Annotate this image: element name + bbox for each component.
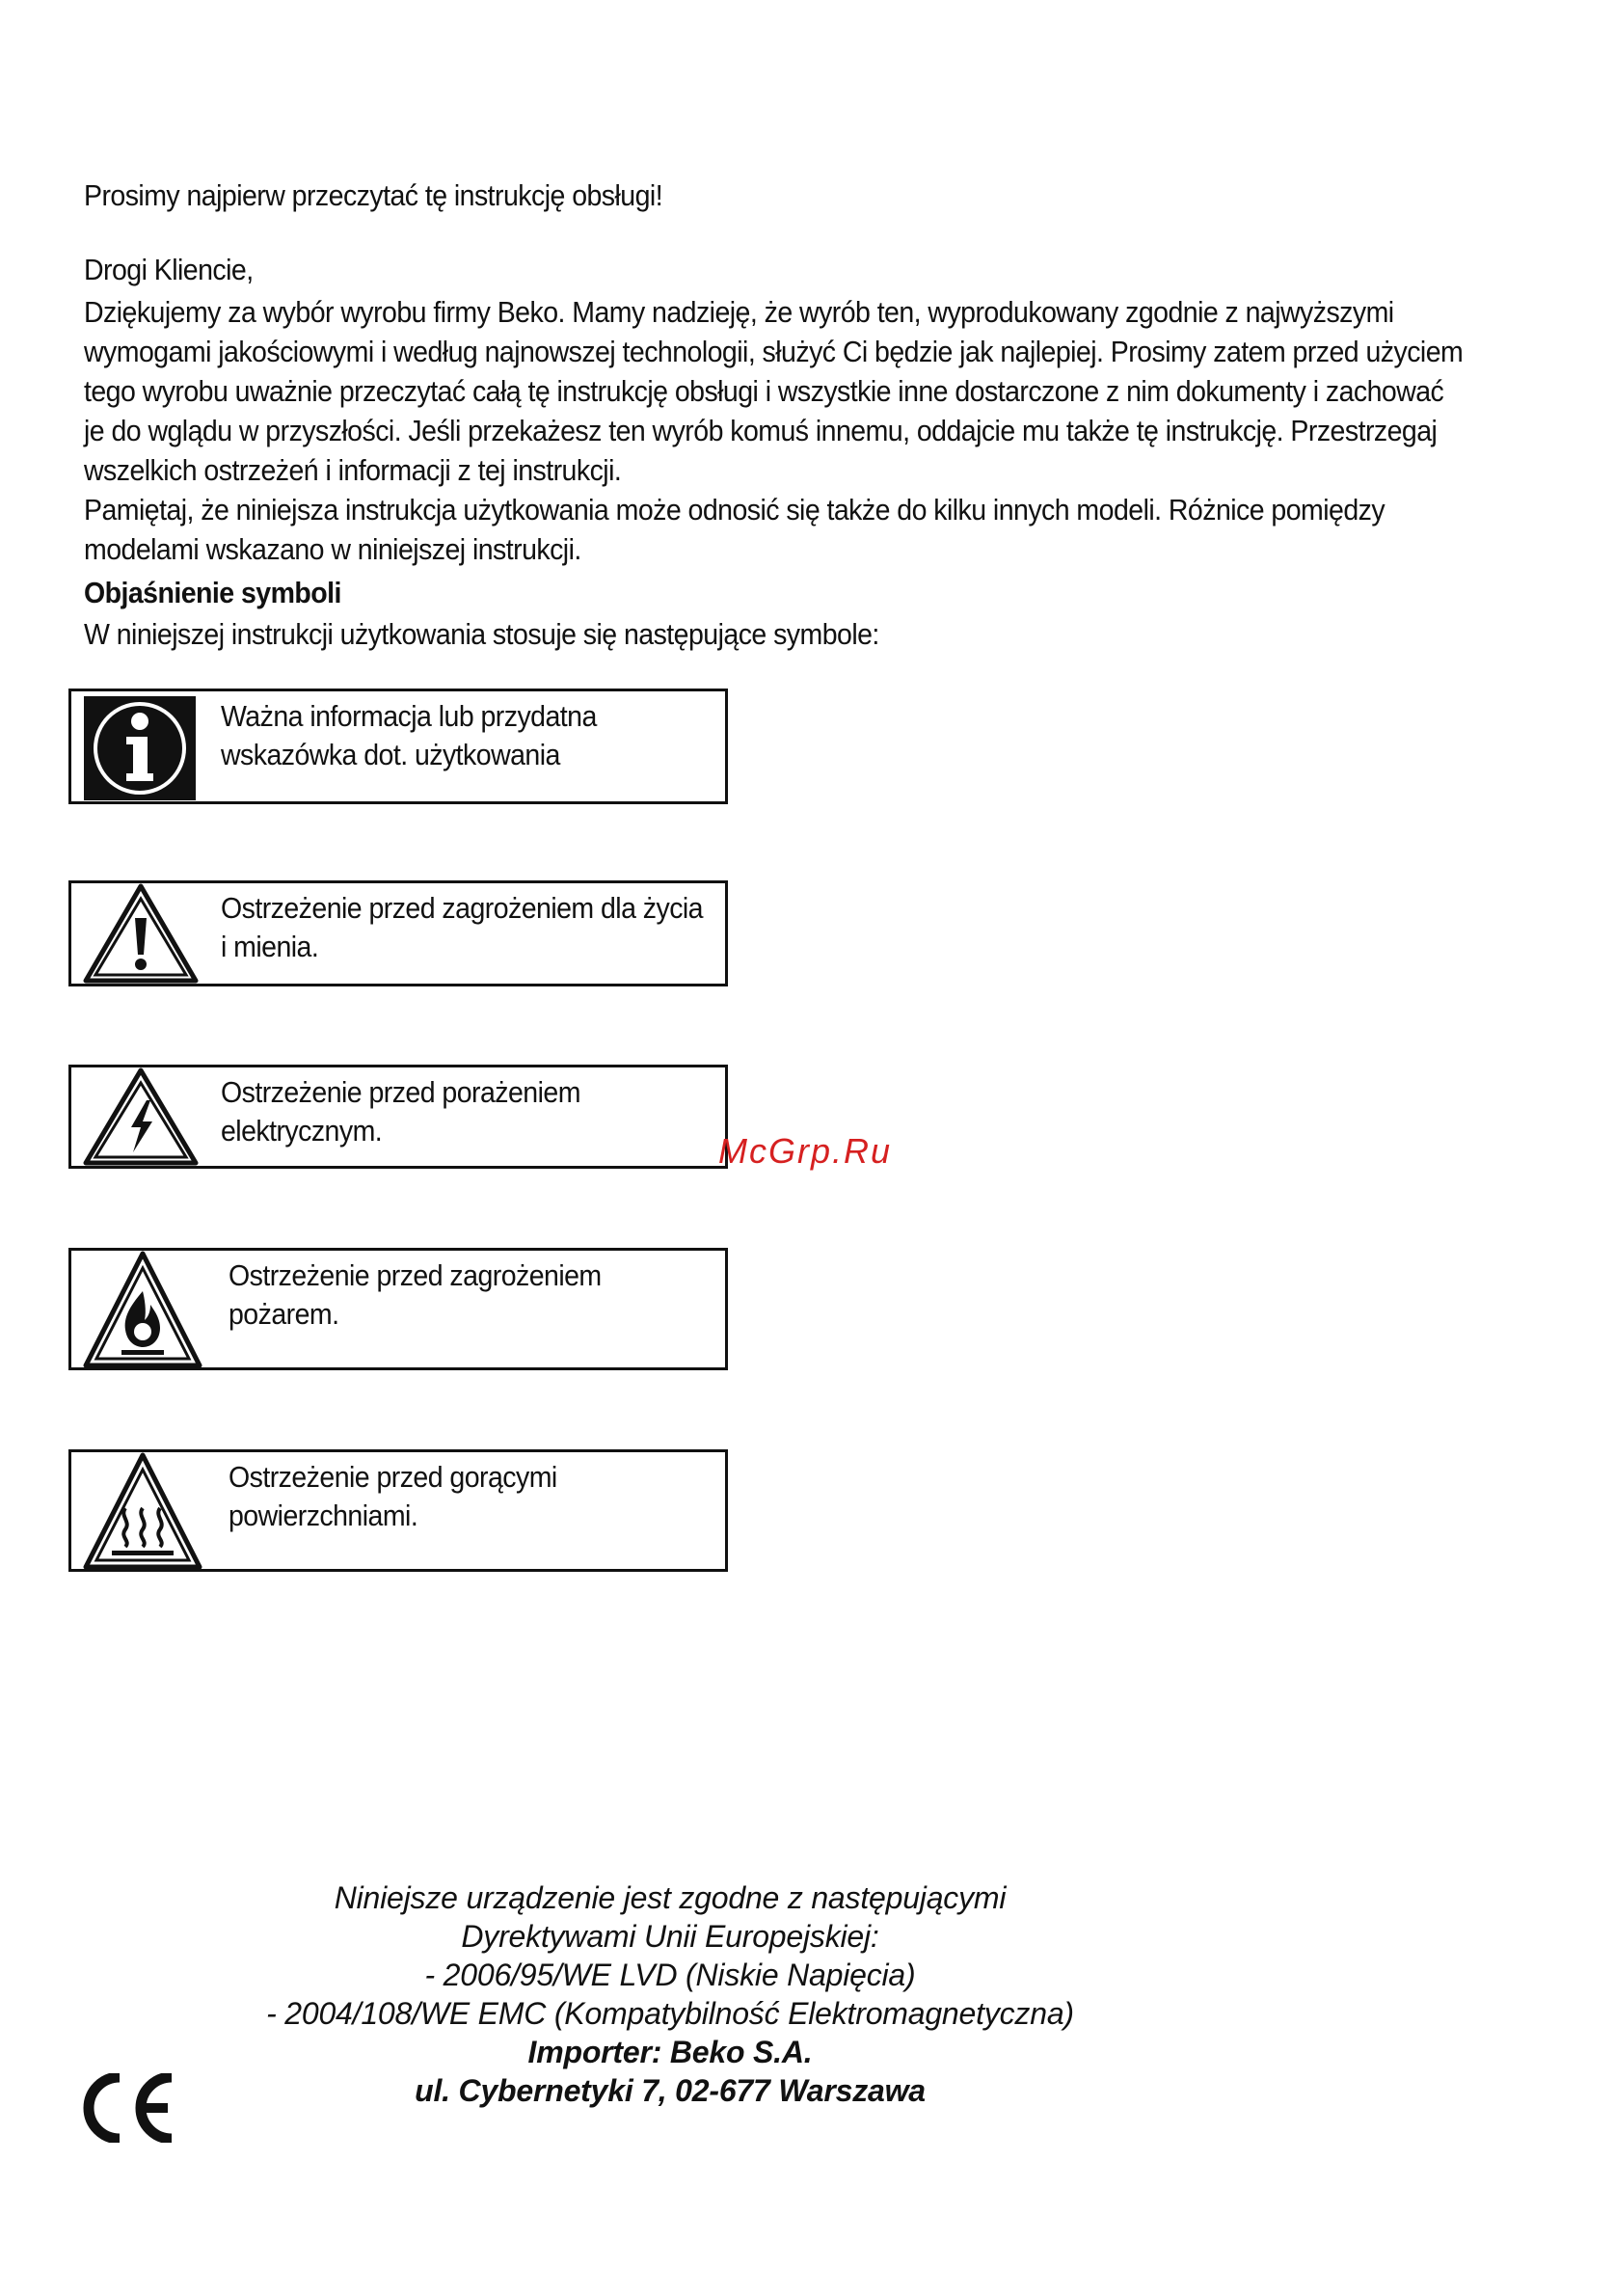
symbol-box-warning [68,880,728,986]
symbol-line: Ważna informacja lub przydatna [221,699,597,733]
models-line: modelami wskazano w niniejszej instrukcji. [84,532,581,566]
greeting: Drogi Kliencie, [84,253,254,286]
intro-line: tego wyrobu uważnie przeczytać całą tę instrukcję obsługi i wszystkie inne dostarczone z nim dokumenty i zachować [84,374,1444,408]
symbol-line: Ostrzeżenie przed gorącymi [229,1460,557,1494]
symbol-line: Ostrzeżenie przed zagrożeniem [229,1258,602,1292]
symbol-text [221,1073,770,1150]
symbol-box-info [68,689,728,804]
electric-shock-icon [83,1067,199,1171]
hot-surface-icon [83,1452,202,1575]
symbol-line: elektrycznym. [221,1114,383,1148]
compliance-footer [116,1878,1224,2110]
ce-mark-icon [81,2073,177,2147]
symbol-text [229,1256,778,1334]
warning-icon [83,883,199,988]
footer-line: Dyrektywami Unii Europejskiej: [461,1919,879,1954]
importer: Importer: Beko S.A. [527,2035,813,2069]
symbol-text [229,1458,778,1535]
symbol-line: i mienia. [221,930,319,963]
models-paragraph [84,490,1592,569]
fire-icon [83,1251,202,1373]
symbol-box-fire [68,1248,728,1370]
symbol-text [221,697,770,774]
footer-line: - 2004/108/WE EMC (Kompatybilność Elektromagnetyczna) [266,1996,1074,2031]
intro-paragraph [84,292,1592,490]
symbol-line: powierzchniami. [229,1499,418,1532]
symbol-line: wskazówka dot. użytkowania [221,738,560,771]
intro-line: je do wglądu w przyszłości. Jeśli przekażesz ten wyrób komuś innemu, oddajcie mu także tę instrukcję. Przestrzegaj [84,414,1438,447]
models-line: Pamiętaj, że niniejsza instrukcja użytkowania może odnosić się także do kilku innych modeli. Różnice pomiędzy [84,493,1385,527]
symbol-line: Ostrzeżenie przed porażeniem [221,1075,580,1109]
symbols-intro: W niniejszej instrukcji użytkowania stosuje się następujące symbole: [84,617,879,651]
intro-line: wszelkich ostrzeżeń i informacji z tej instrukcji. [84,453,622,487]
symbol-line: Ostrzeżenie przed zagrożeniem dla życia [221,891,704,925]
footer-line: Niniejsze urządzenie jest zgodne z następującymi [334,1880,1007,1915]
intro-line: Dziękujemy za wybór wyrobu firmy Beko. Mamy nadzieję, że wyrób ten, wyprodukowany zgodnie z najwyższymi [84,295,1394,329]
page-title: Prosimy najpierw przeczytać tę instrukcję obsługi! [84,178,663,212]
watermark: McGrp.Ru [718,1131,893,1171]
importer-address: ul. Cybernetyki 7, 02-677 Warszawa [415,2073,926,2108]
symbols-heading: Objaśnienie symboli [84,576,341,609]
symbol-box-electric [68,1065,728,1169]
footer-line: - 2006/95/WE LVD (Niskie Napięcia) [424,1958,916,1992]
symbol-text [221,889,770,966]
symbol-box-hot-surface [68,1449,728,1572]
symbol-line: pożarem. [229,1297,339,1331]
intro-line: wymogami jakościowymi i według najnowszej technologii, służyć Ci będzie jak najlepiej. Prosimy zatem przed użyciem [84,335,1464,368]
info-icon [84,696,196,805]
